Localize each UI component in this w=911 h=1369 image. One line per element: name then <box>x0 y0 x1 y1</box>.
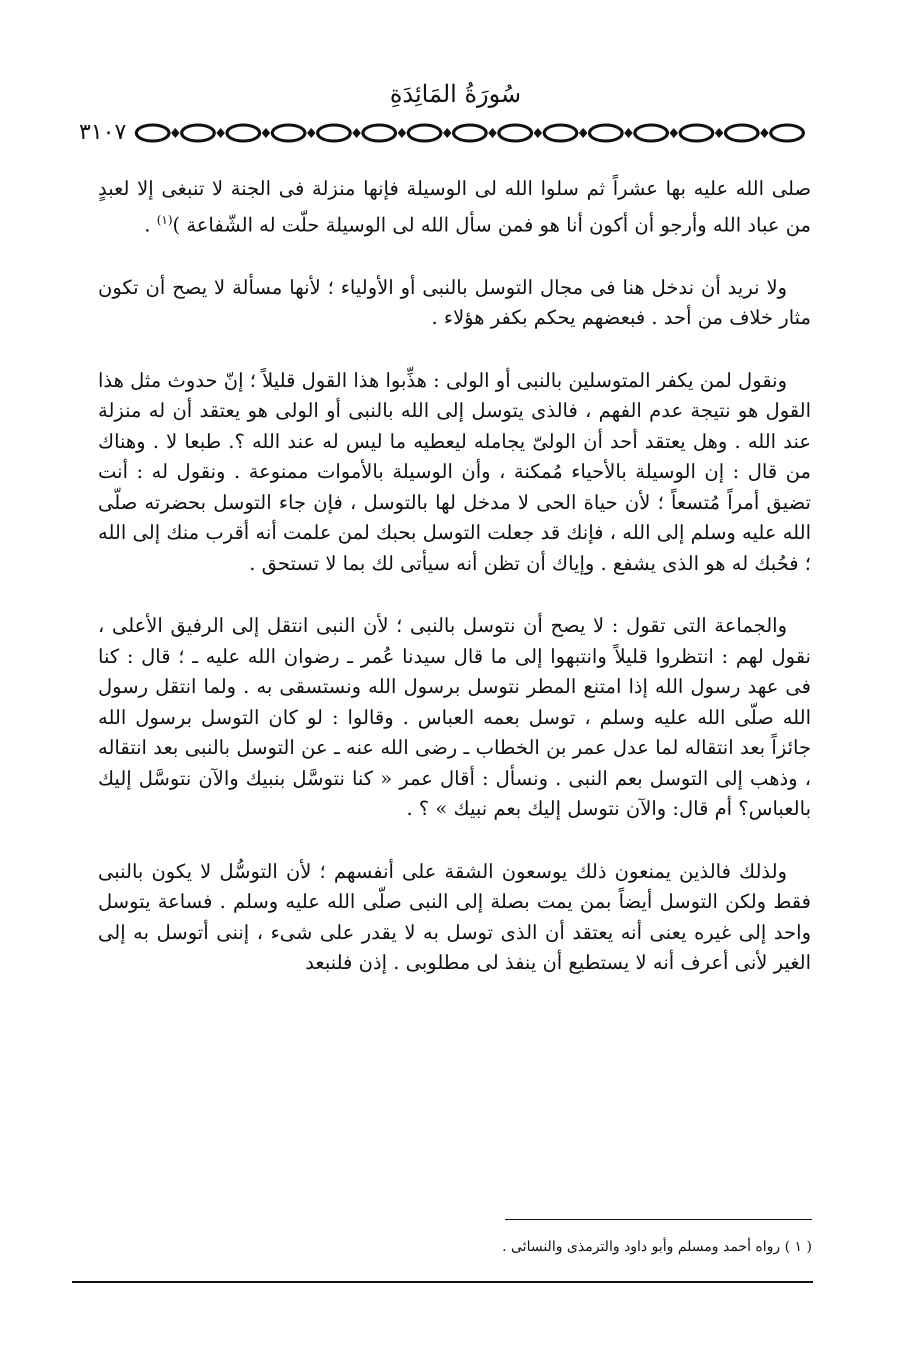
footnote-reference: (١) <box>156 212 173 227</box>
footnote-divider <box>505 1219 812 1220</box>
header-ornament-row <box>75 120 810 146</box>
body-text <box>98 174 811 1011</box>
page-number: ٣١٠٧ <box>79 120 127 145</box>
paragraph-5: ولذلك فالذين يمنعون ذلك يوسعون الشقة على أنفسهم ؛ لأن التوسُّل لا يكون بالنبى فقط ولكن التوسل أيضاً بمن يمت بصلة إلى النبى صلّى الله عليه وسلم . فساعة يتوسل واحد إلى غيره يعنى أنه يعتقد أن الذى توسل به لا يقدر على شىء ، إننى أتوسل به إلى الغير لأنى أعرف أنه لا يستطيع أن ينفذ لى مطلوبى . إذن فلنبعد <box>98 859 811 974</box>
paragraph-3: ونقول لمن يكفر المتوسلين بالنبى أو الولى : هذِّبوا هذا القول قليلاً ؛ إنّ حدوث مثل هذا القول هو نتيجة عدم الفهم ، فالذى يتوسل إلى الله بالنبى أو الولى هو يعتقد أن له منزلة عند الله . وهل يعتقد أحد أن الولىّ يجامله ليعطيه ما ليس له عند الله ؟. طبعا لا . وهناك من قال : إن الوسيلة بالأحياء مُمكنة ، وأن الوسيلة بالأموات ممنوعة . ونقول له : أنت تضيق أمراً مُتسعاً ؛ لأن حياة الحى لا مدخل لها بالتوسل ، فإن جاء التوسل بحضرته صلّى الله عليه وسلم إلى الله ، فإنك قد جعلت التوسل بحبك لمن علمت أنه أقرب منك إلى الله ؛ فحُبك له هو الذى يشفع . وإياك أن تظن أنه سيأتى لك بما لا تستحق . <box>98 368 811 575</box>
paragraph-1-text: صلى الله عليه بها عشراً ثم سلوا الله لى الوسيلة فإنها منزلة فى الجنة لا تنبغى إلا لعبدٍ من عباد الله وأرجو أن أكون أنا هو فمن سأل الله لى الوسيلة حلّت له الشّفاعة ) <box>98 177 811 236</box>
paragraph-2: ولا نريد أن ندخل هنا فى مجال التوسل بالنبى أو الأولياء ؛ لأنها مسألة لا يصح أن تكون مثار خلاف من أحد . فبعضهم يحكم بكفر هؤلاء . <box>98 275 811 329</box>
footnote: ( ١ ) رواه أحمد ومسلم وأبو داود والترمذى والنسائى . <box>502 1239 812 1255</box>
page-bottom-rule <box>72 1281 813 1283</box>
paragraph-4: والجماعة التى تقول : لا يصح أن نتوسل بالنبى ؛ لأن النبى انتقل إلى الرفيق الأعلى ، نقول لهم : انتظروا قليلاً وانتبهوا إلى ما قال سيدنا عُمر ـ رضوان الله عليه ـ ؛ قال : كنا فى عهد رسول الله إذا امتنع المطر نتوسل برسول الله ونستسقى به . ولما انتقل رسول الله صلّى الله عليه وسلم ، توسل بعمه العباس . وقالوا : لو كان التوسل برسول الله جائزاً بعد انتقاله لما عدل عمر بن الخطاب ـ رضى الله عنه ـ عن التوسل بالنبى بعد انتقاله ، وذهب إلى التوسل بعم النبى . ونسأل : أقال عمر « كنا نتوسَّل بنبيك والآن نتوسَّل إليك بالعباس؟ أم قال: والآن نتوسل إليك بعم نبيك » ؟ . <box>98 614 811 820</box>
paragraph-1: صلى الله عليه بها عشراً ثم سلوا الله لى الوسيلة فإنها منزلة فى الجنة لا تنبغى إلا لعبدٍ من عباد الله وأرجو أن أكون أنا هو فمن سأل الله لى الوسيلة حلّت له الشّفاعة )$^{(١)}$ . <box>98 177 811 236</box>
surah-title: سُورَةُ المَائِدَةِ <box>389 80 522 108</box>
chain-ornament-icon <box>130 120 810 146</box>
